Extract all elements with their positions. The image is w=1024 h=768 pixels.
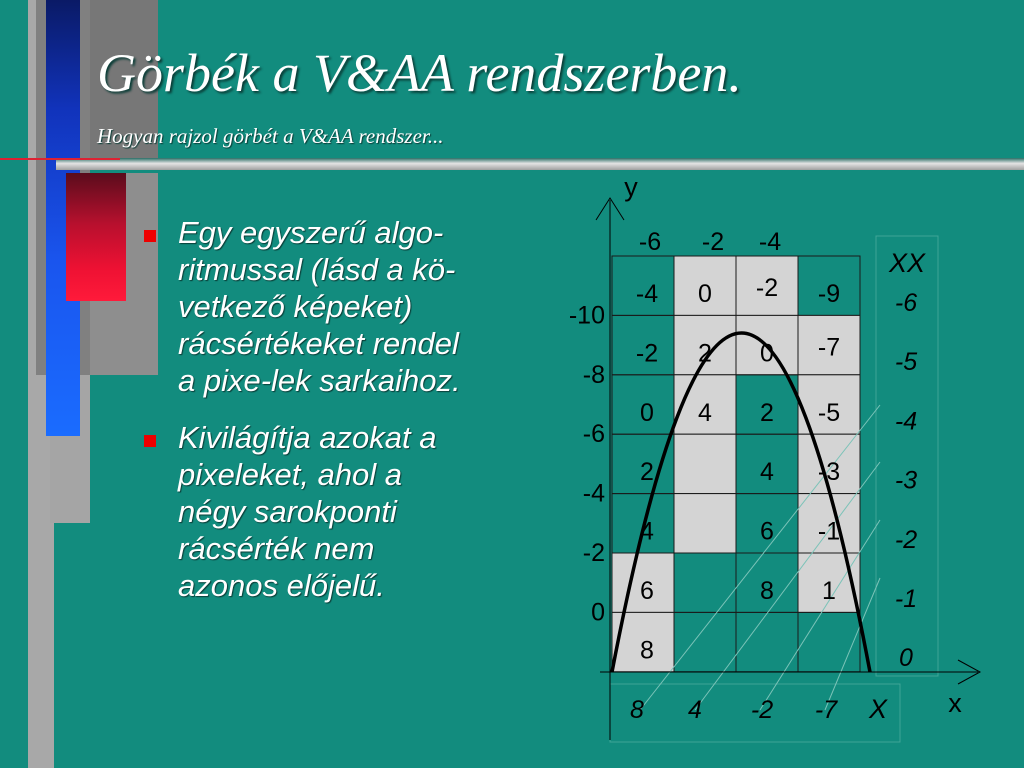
- xx-label: XX: [888, 248, 926, 278]
- cell-value-label: -2: [635, 339, 659, 368]
- x-row-label: X: [868, 694, 888, 724]
- cell-value-label: 4: [640, 517, 654, 546]
- xx-value-label: 0: [899, 644, 913, 673]
- slide-subtitle: Hogyan rajzol görbét a V&AA rendszer...: [97, 124, 444, 148]
- x-axis-label: x: [948, 688, 962, 718]
- top-value-label: -6: [638, 228, 662, 256]
- cell-value-label: 0: [760, 339, 774, 368]
- left-value-label: -10: [568, 301, 605, 330]
- cell-value-label: 8: [640, 636, 654, 665]
- bullet-line: rácsértékeket rendel: [178, 326, 459, 361]
- cell-value-label: 6: [760, 517, 774, 546]
- x-value-label: 4: [688, 696, 702, 724]
- cell-value-label: 6: [640, 577, 654, 605]
- pixel-cell: [674, 612, 736, 671]
- x-value-label: 8: [630, 696, 644, 724]
- xx-value-label: -3: [894, 466, 918, 495]
- cell-value-label: 4: [698, 398, 712, 427]
- lit-pixel-cell: [674, 434, 736, 493]
- bullet-line: vetkező képeket): [178, 289, 413, 324]
- cell-value-label: -2: [755, 274, 779, 302]
- bullet-line: négy sarokponti: [178, 494, 397, 529]
- cell-value-label: 2: [760, 398, 774, 427]
- bullet-line: ritmussal (lásd a kö-: [178, 252, 456, 287]
- cell-value-label: 1: [822, 577, 836, 605]
- cell-value-label: 8: [760, 577, 774, 605]
- bullet-line: azonos előjelű.: [178, 568, 385, 603]
- cell-value-label: -3: [817, 458, 841, 487]
- xx-value-label: -1: [894, 585, 918, 613]
- xx-value-label: -2: [894, 525, 918, 554]
- x-value-label: -2: [750, 696, 774, 724]
- left-value-label: 0: [591, 598, 605, 627]
- y-axis-label: y: [624, 172, 638, 202]
- cell-value-label: 0: [640, 398, 654, 427]
- left-value-label: -8: [582, 360, 605, 389]
- xx-value-label: -4: [894, 407, 918, 436]
- cell-value-label: -5: [817, 398, 841, 427]
- top-value-label: -2: [701, 228, 725, 256]
- cell-value-label: -4: [635, 280, 659, 308]
- cell-value-label: 2: [698, 339, 712, 368]
- xx-value-label: -5: [894, 348, 918, 377]
- bullet-line: a pixe-lek sarkaihoz.: [178, 363, 461, 398]
- bullet-line: Egy egyszerű algo-: [178, 215, 444, 250]
- left-value-label: -4: [582, 479, 605, 508]
- bullet-line: rácsérték nem: [178, 531, 375, 566]
- cell-value-label: 4: [760, 458, 774, 487]
- pixel-cell: [798, 612, 860, 671]
- top-value-label: -4: [758, 228, 782, 256]
- bullet-line: Kivilágítja azokat a: [178, 420, 437, 455]
- slide-title: Görbék a V&AA rendszerben.: [97, 43, 742, 103]
- x-value-label: -7: [814, 696, 838, 724]
- xx-value-label: -6: [894, 289, 918, 317]
- left-value-label: -6: [582, 420, 605, 449]
- pixel-cell: [674, 553, 736, 612]
- cell-value-label: -9: [817, 280, 841, 308]
- cell-value-label: 2: [640, 458, 654, 487]
- cell-value-label: -7: [817, 333, 841, 362]
- lit-pixel-cell: [674, 494, 736, 553]
- left-value-label: -2: [582, 539, 605, 567]
- cell-value-label: -1: [817, 517, 841, 546]
- cell-value-label: 0: [698, 280, 712, 308]
- bullet-line: pixeleket, ahol a: [178, 457, 403, 492]
